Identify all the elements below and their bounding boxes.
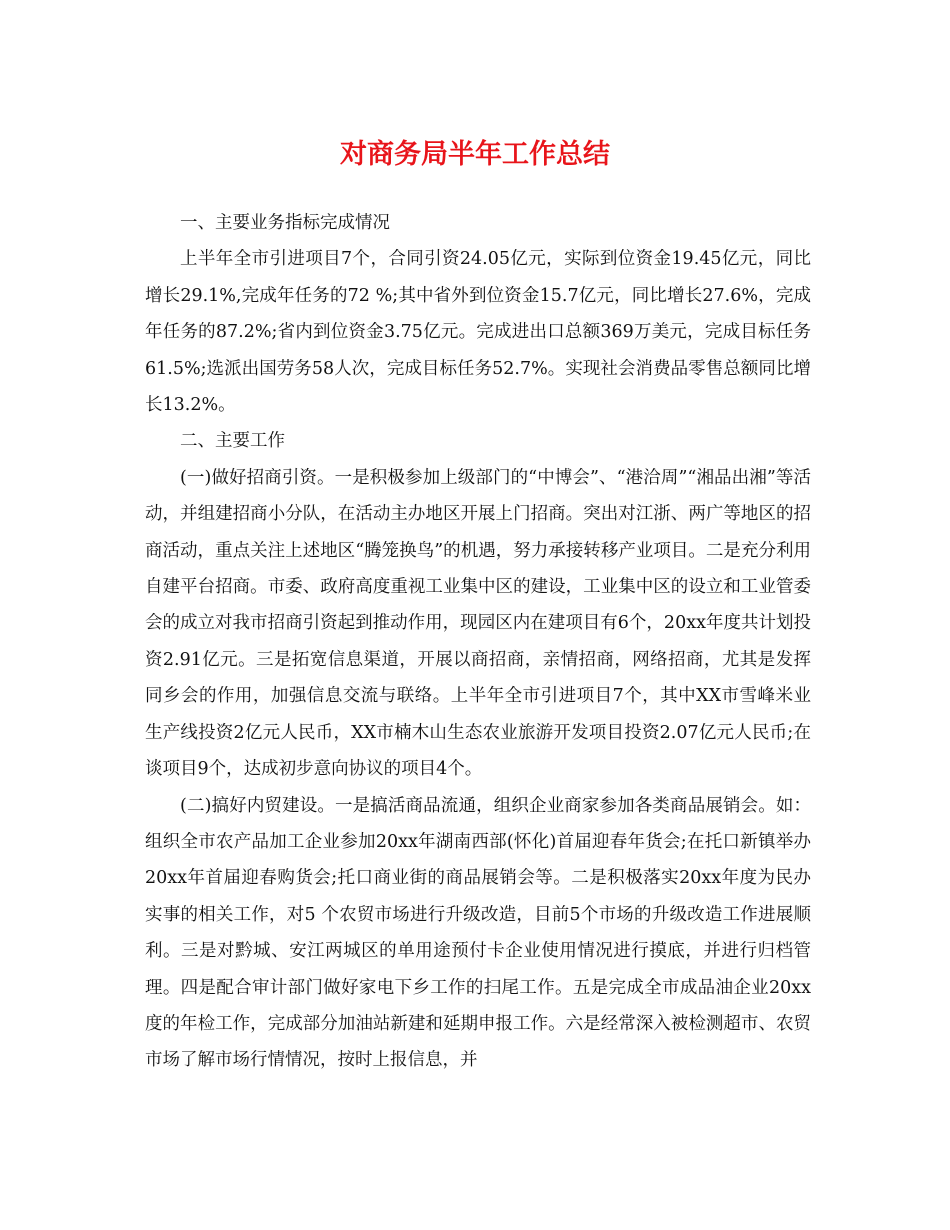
paragraph-indicators: 上半年全市引进项目7个，合同引资24.05亿元，实际到位资金19.45亿元，同比增长29.1%,完成年任务的72 %;其中省外到位资金15.7亿元，同比增长27.6%，完成年任务的87.2%;省内到位资金3.75亿元。完成进出口总额369万美元，完成目标任务 61.5%;选派出国劳务58人次，完成目标任务52.7%。实现社会消费品零售总额同比增长13.2%。 <box>145 249 811 416</box>
document-body <box>145 205 811 1079</box>
paragraph-domestic-trade: (二)搞好内贸建设。一是搞活商品流通，组织企业商家参加各类商品展销会。如：组织全市农产品加工企业参加20xx年湖南西部(怀化)首届迎春年货会;在托口新镇举办20xx年首届迎春购货会;托口商业街的商品展销会等。二是积极落实20xx年度为民办实事的相关工作，对5 个农贸市场进行升级改造，目前5个市场的升级改造工作进展顺利。三是对黔城、安江两城区的单用途预付卡企业使用情况进行摸底，并进行归档管理。四是配合审计部门做好家电下乡工作的扫尾工作。五是完成全市成品油企业20xx度的年检工作，完成部分加油站新建和延期申报工作。六是经常深入被检测超市、农贸市场了解市场行情情况，按时上报信息，并 <box>145 795 811 1071</box>
section-heading-indicators: 一、主要业务指标完成情况 <box>180 213 390 233</box>
document-title: 对商务局半年工作总结 <box>340 139 610 170</box>
section-heading-main-work: 二、主要工作 <box>180 431 285 452</box>
paragraph-investment-promotion: (一)做好招商引资。一是积极参加上级部门的“中博会”、“港洽周”“湘品出湘”等活动，并组建招商小分队，在活动主办地区开展上门招商。突出对江浙、两广等地区的招商活动，重点关注上述地区“腾笼换鸟”的机遇，努力承接转移产业项目。二是充分利用自建平台招商。市委、政府高度重视工业集中区的建设，工业集中区的设立和工业管委会的成立对我市招商引资起到推动作用，现园区内在建项目有6个，20xx年度共计划投资2.91亿元。三是拓宽信息渠道，开展以商招商，亲情招商，网络招商，尤其是发挥同乡会的作用，加强信息交流与联络。上半年全市引进项目7个，其中XX市雪峰米业生产线投资2亿元人民币，XX市楠木山生态农业旅游开发项目投资2.07亿元人民币;在谈项目9个，达成初步意向协议的项目4个。 <box>145 467 811 780</box>
